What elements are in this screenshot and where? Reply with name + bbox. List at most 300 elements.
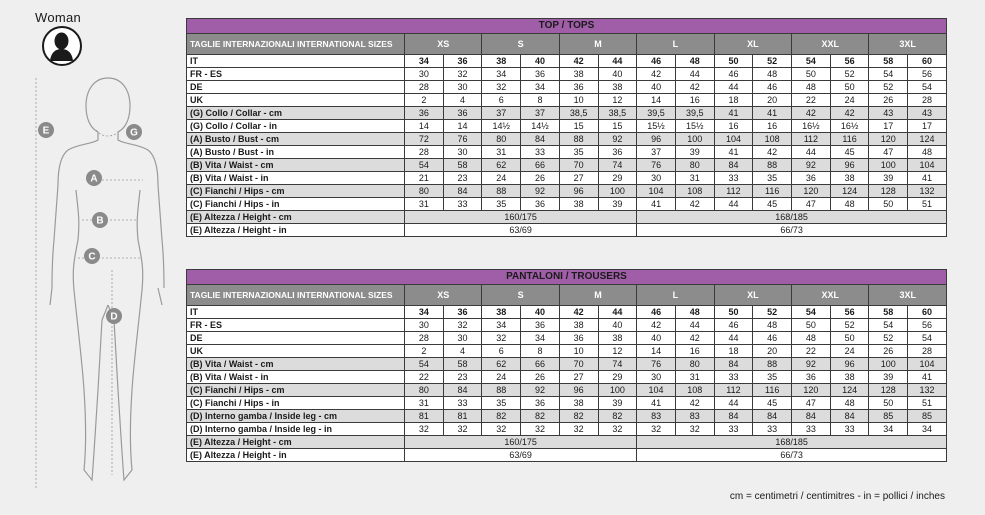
size-value-cell: 84 [714,410,753,423]
size-value-cell: 52 [830,68,869,81]
size-value-cell: 36 [559,332,598,345]
table-row [187,198,947,211]
height-range-cell: 66/73 [637,449,947,462]
size-value-cell: 16 [675,345,714,358]
row-label: (E) Altezza / Height - cm [187,436,405,449]
size-value-cell: 10 [559,345,598,358]
size-value-cell: 28 [908,345,947,358]
size-value-cell: 24 [482,172,521,185]
size-value-cell: 51 [908,198,947,211]
size-value-cell: 34 [869,423,908,436]
size-value-cell: 41 [714,107,753,120]
size-value-cell: 80 [405,185,444,198]
row-label: UK [187,345,405,358]
size-value-cell: 42 [637,319,676,332]
size-value-cell: 47 [869,146,908,159]
size-header-label: TAGLIE INTERNAZIONALI INTERNATIONAL SIZES [187,34,405,55]
svg-text:G: G [130,127,138,139]
size-value-cell: 76 [443,133,482,146]
size-header-cell: S [482,34,559,55]
size-value-cell: 80 [675,159,714,172]
height-range-cell: 168/185 [637,211,947,224]
size-value-cell: 132 [908,185,947,198]
size-value-cell: 26 [869,345,908,358]
size-value-cell: 34 [521,81,560,94]
size-value-cell: 45 [753,198,792,211]
size-value-cell: 30 [405,319,444,332]
size-value-cell: 116 [753,384,792,397]
size-value-cell: 72 [405,133,444,146]
size-value-cell: 108 [675,185,714,198]
size-value-cell: 38,5 [559,107,598,120]
size-value-cell: 116 [830,133,869,146]
row-label: (B) Vita / Waist - in [187,172,405,185]
size-value-cell: 20 [753,345,792,358]
row-label: (B) Vita / Waist - in [187,371,405,384]
size-value-cell: 58 [869,55,908,68]
size-value-cell: 92 [792,358,831,371]
size-header-label: TAGLIE INTERNAZIONALI INTERNATIONAL SIZES [187,285,405,306]
size-value-cell: 26 [521,371,560,384]
size-value-cell: 108 [675,384,714,397]
row-label: (A) Busto / Bust - in [187,146,405,159]
size-value-cell: 33 [830,423,869,436]
size-value-cell: 15½ [675,120,714,133]
size-value-cell: 88 [753,358,792,371]
size-value-cell: 26 [521,172,560,185]
table-row [187,397,947,410]
size-value-cell: 16 [714,120,753,133]
size-value-cell: 50 [792,68,831,81]
size-value-cell: 40 [521,55,560,68]
size-value-cell: 39 [675,146,714,159]
row-label: FR - ES [187,68,405,81]
size-value-cell: 120 [792,185,831,198]
size-value-cell: 46 [714,68,753,81]
row-label: (D) Interno gamba / Inside leg - cm [187,410,405,423]
size-value-cell: 33 [792,423,831,436]
size-value-cell: 76 [637,159,676,172]
size-value-cell: 100 [869,159,908,172]
size-value-cell: 83 [637,410,676,423]
size-value-cell: 42 [753,146,792,159]
table-row [187,185,947,198]
size-value-cell: 36 [559,81,598,94]
row-label: (B) Vita / Waist - cm [187,358,405,371]
size-value-cell: 54 [792,55,831,68]
table-row [187,423,947,436]
size-value-cell: 37 [521,107,560,120]
size-value-cell: 81 [443,410,482,423]
size-value-cell: 84 [753,410,792,423]
size-value-cell: 41 [637,198,676,211]
size-value-cell: 48 [830,198,869,211]
size-header-cell: XL [714,285,791,306]
size-value-cell: 46 [753,332,792,345]
size-value-cell: 42 [675,198,714,211]
size-value-cell: 44 [714,198,753,211]
size-value-cell: 32 [675,423,714,436]
size-value-cell: 58 [869,306,908,319]
row-label: DE [187,81,405,94]
size-value-cell: 44 [714,397,753,410]
size-value-cell: 30 [405,68,444,81]
size-value-cell: 4 [443,94,482,107]
size-value-cell: 42 [637,68,676,81]
size-value-cell: 32 [482,332,521,345]
size-value-cell: 27 [559,371,598,384]
size-value-cell: 6 [482,94,521,107]
size-value-cell: 41 [908,172,947,185]
size-value-cell: 120 [792,384,831,397]
size-value-cell: 76 [637,358,676,371]
size-header-cell: 3XL [869,285,947,306]
size-value-cell: 36 [792,371,831,384]
size-value-cell: 34 [521,332,560,345]
size-header-cell: XXL [792,34,869,55]
size-value-cell: 92 [792,159,831,172]
table-row [187,81,947,94]
size-value-cell: 16 [675,94,714,107]
size-value-cell: 70 [559,159,598,172]
size-value-cell: 22 [405,371,444,384]
row-label: (E) Altezza / Height - cm [187,211,405,224]
size-value-cell: 108 [753,133,792,146]
size-value-cell: 44 [714,81,753,94]
size-value-cell: 74 [598,358,637,371]
size-value-cell: 29 [598,371,637,384]
size-value-cell: 34 [405,55,444,68]
size-value-cell: 14 [637,94,676,107]
size-value-cell: 82 [559,410,598,423]
size-value-cell: 50 [830,332,869,345]
size-value-cell: 44 [714,332,753,345]
size-value-cell: 14 [637,345,676,358]
size-value-cell: 12 [598,94,637,107]
size-value-cell: 42 [830,107,869,120]
size-value-cell: 124 [830,185,869,198]
size-value-cell: 36 [443,107,482,120]
size-value-cell: 88 [559,133,598,146]
size-value-cell: 54 [792,306,831,319]
size-value-cell: 26 [869,94,908,107]
size-value-cell: 38 [559,319,598,332]
row-label: FR - ES [187,319,405,332]
size-value-cell: 124 [908,133,947,146]
size-value-cell: 44 [675,319,714,332]
size-value-cell: 85 [869,410,908,423]
size-header-cell: L [637,34,714,55]
size-value-cell: 50 [714,55,753,68]
size-value-cell: 52 [830,319,869,332]
height-row [187,211,947,224]
size-value-cell: 30 [443,146,482,159]
size-value-cell: 56 [908,68,947,81]
size-value-cell: 34 [908,423,947,436]
size-value-cell: 50 [792,319,831,332]
size-value-cell: 104 [637,185,676,198]
units-footnote: cm = centimetri / centimitres - in = pollici / inches [729,491,945,502]
size-value-cell: 41 [753,107,792,120]
size-value-cell: 84 [792,410,831,423]
size-value-cell: 36 [521,68,560,81]
size-value-cell: 32 [405,423,444,436]
size-value-cell: 32 [443,423,482,436]
body-measurement-figure [28,70,188,515]
size-value-cell: 48 [830,397,869,410]
size-value-cell: 52 [869,81,908,94]
size-value-cell: 41 [714,146,753,159]
size-value-cell: 33 [714,172,753,185]
size-value-cell: 42 [675,397,714,410]
size-value-cell: 62 [482,159,521,172]
size-value-cell: 42 [559,55,598,68]
size-value-cell: 39,5 [675,107,714,120]
size-value-cell: 84 [443,185,482,198]
table-row [187,371,947,384]
size-value-cell: 100 [869,358,908,371]
size-value-cell: 35 [482,198,521,211]
table-row [187,172,947,185]
size-value-cell: 120 [869,133,908,146]
size-value-cell: 42 [559,306,598,319]
size-value-cell: 48 [753,319,792,332]
height-range-cell: 63/69 [405,224,637,237]
table-row [187,133,947,146]
size-value-cell: 116 [753,185,792,198]
size-value-cell: 33 [443,198,482,211]
size-value-cell: 28 [908,94,947,107]
size-value-cell: 32 [637,423,676,436]
size-value-cell: 44 [598,306,637,319]
size-value-cell: 84 [443,384,482,397]
size-value-cell: 38 [482,55,521,68]
size-value-cell: 34 [482,319,521,332]
row-label: (C) Fianchi / Hips - in [187,198,405,211]
size-value-cell: 32 [443,68,482,81]
size-value-cell: 88 [482,185,521,198]
size-value-cell: 48 [792,332,831,345]
size-value-cell: 58 [443,159,482,172]
table-row [187,306,947,319]
size-value-cell: 6 [482,345,521,358]
size-value-cell: 96 [559,384,598,397]
size-value-cell: 40 [521,306,560,319]
size-value-cell: 38 [559,198,598,211]
size-value-cell: 17 [908,120,947,133]
size-value-cell: 30 [443,81,482,94]
size-value-cell: 60 [908,306,947,319]
size-value-cell: 54 [908,332,947,345]
height-row [187,436,947,449]
size-value-cell: 48 [753,68,792,81]
size-header-cell: 3XL [869,34,947,55]
size-header-cell: XS [405,285,482,306]
size-value-cell: 104 [637,384,676,397]
size-value-cell: 66 [521,159,560,172]
size-value-cell: 48 [675,55,714,68]
size-value-cell: 27 [559,172,598,185]
size-value-cell: 23 [443,371,482,384]
row-label: IT [187,306,405,319]
size-header-cell: L [637,285,714,306]
size-value-cell: 44 [598,55,637,68]
size-value-cell: 81 [405,410,444,423]
size-value-cell: 40 [598,319,637,332]
size-value-cell: 32 [559,423,598,436]
size-value-cell: 39 [598,397,637,410]
size-value-cell: 18 [714,345,753,358]
trousers-size-table [186,269,946,462]
svg-text:C: C [88,251,96,263]
row-label: (D) Interno gamba / Inside leg - in [187,423,405,436]
size-header-cell: M [559,285,636,306]
row-label: (G) Collo / Collar - cm [187,107,405,120]
table-row [187,159,947,172]
size-value-cell: 82 [598,410,637,423]
size-value-cell: 39 [869,172,908,185]
size-value-cell: 33 [521,146,560,159]
size-value-cell: 88 [482,384,521,397]
size-value-cell: 38 [598,81,637,94]
size-value-cell: 24 [830,94,869,107]
size-value-cell: 33 [714,423,753,436]
size-value-cell: 32 [443,319,482,332]
size-value-cell: 35 [559,146,598,159]
size-value-cell: 39 [869,371,908,384]
size-value-cell: 52 [753,306,792,319]
table-row [187,94,947,107]
size-value-cell: 50 [830,81,869,94]
size-value-cell: 96 [830,358,869,371]
size-header-cell: XL [714,34,791,55]
size-value-cell: 41 [908,371,947,384]
size-value-cell: 80 [405,384,444,397]
size-value-cell: 35 [753,371,792,384]
height-range-cell: 168/185 [637,436,947,449]
height-row [187,449,947,462]
size-header-row [187,285,947,306]
table-title: PANTALONI / TROUSERS [187,270,947,285]
size-value-cell: 92 [521,185,560,198]
table-row [187,68,947,81]
size-value-cell: 80 [675,358,714,371]
size-value-cell: 31 [405,198,444,211]
size-value-cell: 54 [869,319,908,332]
size-value-cell: 15½ [637,120,676,133]
size-value-cell: 44 [792,146,831,159]
size-value-cell: 16 [753,120,792,133]
size-value-cell: 100 [598,185,637,198]
size-value-cell: 40 [598,68,637,81]
measure-markers [38,122,142,324]
svg-text:A: A [90,173,98,185]
size-value-cell: 46 [714,319,753,332]
size-value-cell: 47 [792,397,831,410]
size-value-cell: 84 [830,410,869,423]
size-value-cell: 92 [521,384,560,397]
size-value-cell: 48 [675,306,714,319]
size-value-cell: 32 [482,81,521,94]
size-value-cell: 50 [714,306,753,319]
size-value-cell: 52 [753,55,792,68]
size-value-cell: 2 [405,94,444,107]
size-value-cell: 4 [443,345,482,358]
size-value-cell: 42 [675,81,714,94]
size-value-cell: 15 [598,120,637,133]
size-value-cell: 22 [792,94,831,107]
size-value-cell: 23 [443,172,482,185]
row-label: (E) Altezza / Height - in [187,224,405,237]
size-value-cell: 2 [405,345,444,358]
size-value-cell: 36 [443,55,482,68]
height-range-cell: 160/175 [405,211,637,224]
table-row [187,146,947,159]
size-value-cell: 22 [792,345,831,358]
size-value-cell: 42 [675,332,714,345]
size-value-cell: 16½ [792,120,831,133]
size-value-cell: 70 [559,358,598,371]
row-label: (C) Fianchi / Hips - cm [187,384,405,397]
size-value-cell: 17 [869,120,908,133]
table-row [187,384,947,397]
trousers-table-body [187,306,947,462]
size-value-cell: 33 [714,371,753,384]
size-value-cell: 16½ [830,120,869,133]
size-value-cell: 48 [908,146,947,159]
size-value-cell: 62 [482,358,521,371]
size-value-cell: 32 [598,423,637,436]
size-value-cell: 104 [908,358,947,371]
size-value-cell: 8 [521,345,560,358]
size-value-cell: 104 [714,133,753,146]
table-row [187,332,947,345]
size-value-cell: 29 [598,172,637,185]
size-value-cell: 43 [908,107,947,120]
size-value-cell: 39,5 [637,107,676,120]
size-value-cell: 33 [443,397,482,410]
size-value-cell: 32 [482,423,521,436]
size-value-cell: 38 [830,172,869,185]
size-value-cell: 45 [753,397,792,410]
size-header-cell: S [482,285,559,306]
size-value-cell: 37 [637,146,676,159]
size-value-cell: 28 [405,146,444,159]
size-value-cell: 33 [753,423,792,436]
size-value-cell: 30 [637,172,676,185]
table-title: TOP / TOPS [187,19,947,34]
size-value-cell: 100 [598,384,637,397]
size-value-cell: 47 [792,198,831,211]
table-row [187,345,947,358]
size-value-cell: 42 [792,107,831,120]
woman-avatar-icon [42,26,82,66]
size-value-cell: 21 [405,172,444,185]
size-value-cell: 124 [830,384,869,397]
table-row [187,410,947,423]
size-value-cell: 39 [598,198,637,211]
svg-text:B: B [96,215,104,227]
size-value-cell: 24 [482,371,521,384]
size-value-cell: 54 [405,358,444,371]
size-value-cell: 52 [869,332,908,345]
size-value-cell: 38 [559,68,598,81]
size-value-cell: 38,5 [598,107,637,120]
size-value-cell: 132 [908,384,947,397]
size-value-cell: 54 [869,68,908,81]
size-value-cell: 14 [443,120,482,133]
size-value-cell: 44 [675,68,714,81]
